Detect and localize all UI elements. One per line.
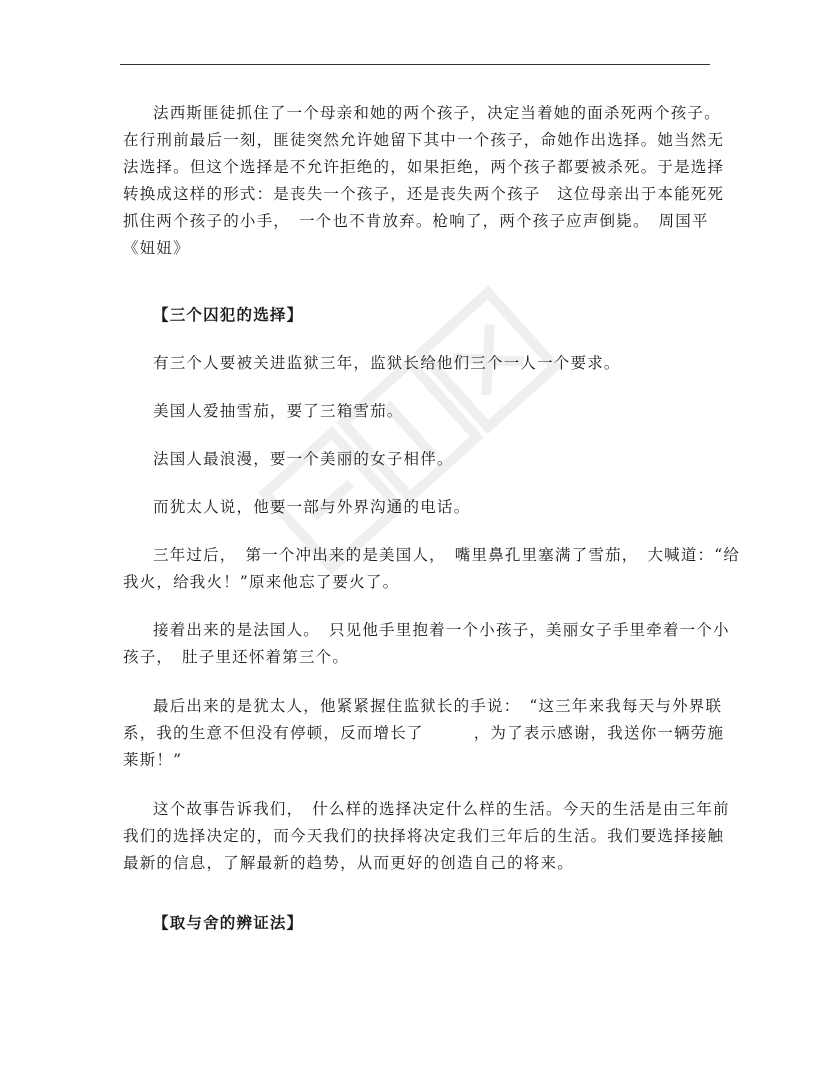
text-line: 这个故事告诉我们， 什么样的选择决定什么样的生活。今天的生活是由三年前 (153, 800, 730, 818)
paragraph-american (123, 398, 713, 425)
paragraph-jewish-result (123, 693, 725, 774)
text-line: 接着出来的是法国人。 只见他手里抱着一个小孩子，美丽女子手里牵着一个小 (153, 621, 730, 639)
text-line: 有三个人要被关进监狱三年，监狱长给他们三个一人一个要求。 (153, 354, 621, 372)
paragraph-french (123, 446, 713, 473)
text-line: 我们的选择决定的，而今天我们的抉择将决定我们三年后的生活。我们要选择接触 (123, 827, 725, 845)
heading-text: 【取与舍的辨证法】 (153, 913, 304, 932)
text-line: 转换成这样的形式：是丧失一个孩子，还是丧失两个孩子 这位母亲出于本能死死 (123, 185, 725, 203)
paragraph-prisoners-intro (123, 350, 713, 377)
paragraph-moral (123, 796, 730, 877)
text-line: 而犹太人说，他要一部与外界沟通的电话。 (153, 498, 471, 516)
text-line: 法国人最浪漫，要一个美丽的女子相伴。 (153, 450, 454, 468)
text-line: 在行刑前最后一刻，匪徒突然允许她留下其中一个孩子，命她作出选择。她当然无 (123, 131, 725, 149)
text-line: 莱斯！” (123, 751, 183, 769)
text-line: 《妞妞》 (123, 239, 190, 257)
text-line: 系，我的生意不但没有停顿，反而增长了 ，为了表示感谢，我送你一辆劳施 (123, 724, 725, 742)
heading-text: 【三个囚犯的选择】 (153, 305, 304, 324)
text-line: 美国人爱抽雪茄，要了三箱雪茄。 (153, 402, 404, 420)
section-heading-three-prisoners (123, 301, 713, 328)
text-line: 最后出来的是犹太人，他紧紧握住监狱长的手说： “这三年来我每天与外界联 (153, 697, 723, 715)
text-line: 抓住两个孩子的小手， 一个也不肯放弃。枪响了，两个孩子应声倒毙。 周国平 (123, 212, 709, 230)
paragraph-jewish (123, 494, 713, 521)
text-line: 孩子， 肚子里还怀着第三个。 (123, 648, 350, 666)
text-line: 法西斯匪徒抓住了一个母亲和她的两个孩子，决定当着她的面杀死两个孩子。 (153, 104, 721, 122)
paragraph-french-result (123, 617, 730, 671)
text-line: 法选择。但这个选择是不允许拒绝的，如果拒绝，两个孩子都要被杀死。于是选择 (123, 158, 725, 176)
paragraph-story-intro (123, 100, 725, 262)
text-line: 三年过后， 第一个冲出来的是美国人， 嘴里鼻孔里塞满了雪茄， 大喊道：“给 (153, 546, 741, 564)
text-line: 我火，给我火！”原来他忘了要火了。 (123, 573, 400, 591)
header-rule (120, 64, 710, 65)
paragraph-american-result (123, 542, 741, 596)
section-heading-dialectics (123, 909, 713, 936)
text-line: 最新的信息，了解最新的趋势，从而更好的创造自己的将来。 (123, 854, 574, 872)
